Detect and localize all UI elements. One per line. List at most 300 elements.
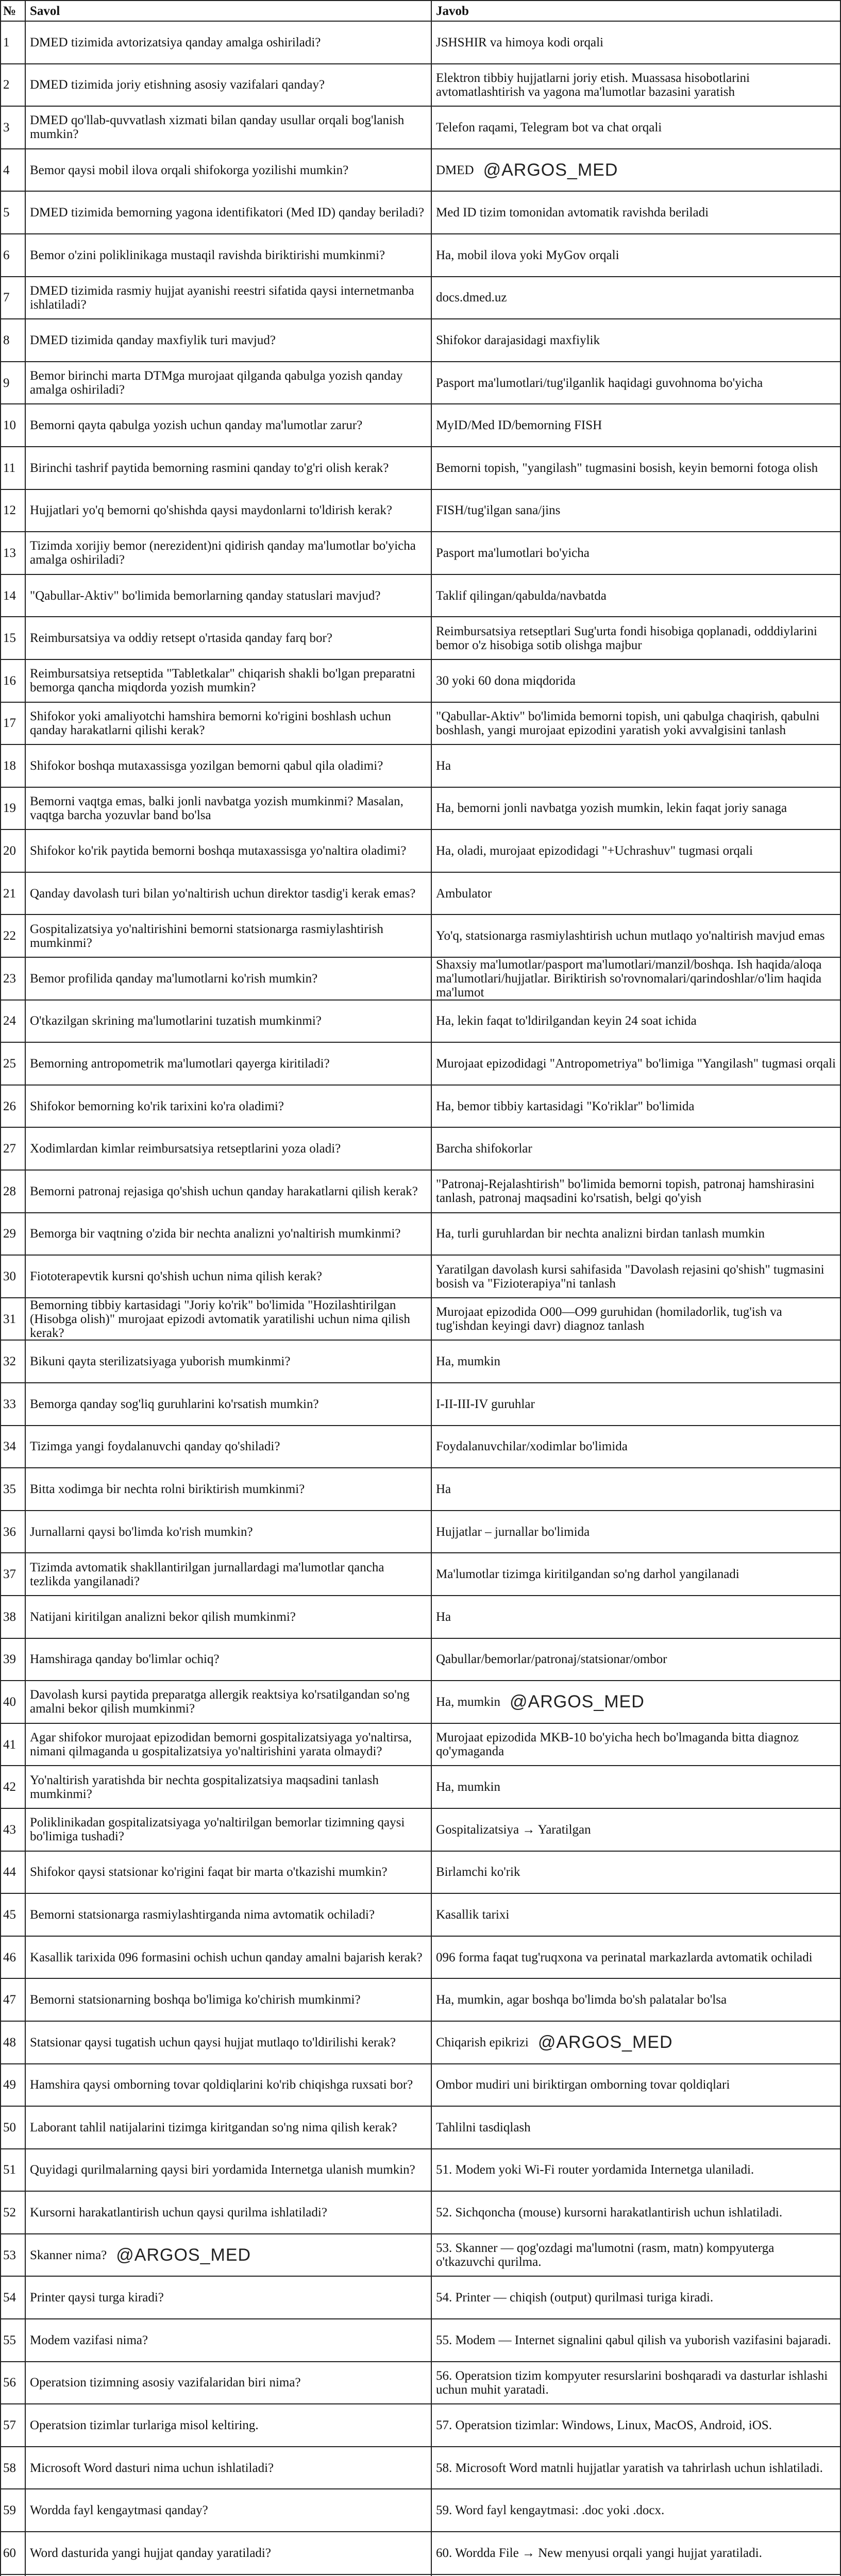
row-number: 43 (1, 1809, 26, 1852)
answer-cell (432, 1852, 841, 1894)
row-number: 30 (1, 1256, 26, 1298)
question-text: Bemor qaysi mobil ilova orqali shifokorga yozilishi mumkin? (30, 163, 349, 177)
answer-cell (432, 2192, 841, 2234)
answer-text: 52. Sichqoncha (mouse) kursorni harakatlantirish uchun ishlatiladi. (436, 2206, 783, 2220)
question-cell (26, 1298, 432, 1341)
answer-text: Ha, turli guruhlardan bir nechta analizni birdan tanlash mumkin (436, 1227, 765, 1241)
answer-text: Murojaat epizodida O00—O99 guruhidan (homiladorlik, tug'ish va tug'ishdan keyingi davr) diagnoz tanlash (436, 1305, 782, 1333)
question-text: Microsoft Word dasturi nima uchun ishlatiladi? (30, 2461, 274, 2475)
table-row (1, 1852, 841, 1894)
answer-text: Shaxsiy ma'lumotlar/pasport ma'lumotlari/manzil/boshqa. Ish haqida/aloqa ma'lumotlari/hujjatlar. Biriktirish so'rovnomalari/qarindoshlar/o'lim haqida ma'lumot (436, 958, 822, 999)
table-row (1, 2149, 841, 2192)
question-text: Bemorni statsionarning boshqa bo'limiga ko'chirish mumkinmi? (30, 1993, 361, 2007)
row-number: 29 (1, 1213, 26, 1256)
row-number: 52 (1, 2192, 26, 2234)
question-cell (26, 1128, 432, 1171)
answer-cell (432, 788, 841, 831)
question-cell (26, 1086, 432, 1128)
row-number: 26 (1, 1086, 26, 1128)
question-text: Qanday davolash turi bilan yo'naltirish uchun direktor tasdig'i kerak emas? (30, 886, 416, 901)
row-number: 40 (1, 1681, 26, 1724)
answer-cell (432, 2362, 841, 2405)
row-number: 28 (1, 1171, 26, 1213)
table-row (1, 1639, 841, 1682)
answer-text: Murojaat epizodida MKB-10 bo'yicha hech bo'lmaganda bitta diagnoz qo'ymaganda (436, 1731, 799, 1759)
row-number: 16 (1, 660, 26, 703)
row-number: 42 (1, 1766, 26, 1809)
answer-cell (432, 1596, 841, 1639)
question-cell (26, 2149, 432, 2192)
answer-cell (432, 703, 841, 745)
answer-cell (432, 915, 841, 958)
answer-text: Yo'q, statsionarga rasmiylashtirish uchun mutlaqo yo'naltirish mavjud emas (436, 929, 825, 943)
answer-text: JSHSHIR va himoya kodi orqali (436, 35, 603, 49)
answer-cell (432, 1639, 841, 1682)
table-row (1, 1213, 841, 1256)
question-text: Hujjatlari yo'q bemorni qo'shishda qaysi maydonlarni to'ldirish kerak? (30, 503, 392, 518)
row-number: 45 (1, 1894, 26, 1937)
question-text: DMED tizimida joriy etishning asosiy vazifalari qanday? (30, 78, 325, 92)
answer-text: Yaratilgan davolash kursi sahifasida "Davolash rejasini qo'shish" tugmasini bosish va "Fizioterapiya"ni tanlash (436, 1262, 825, 1291)
watermark-text: @ARGOS_MED (116, 2245, 251, 2265)
table-row (1, 1937, 841, 1979)
question-text: Kursorni harakatlantirish uchun qaysi qurilma ishlatiladi? (30, 2206, 327, 2220)
answer-cell (432, 745, 841, 788)
answer-text: FISH/tug'ilgan sana/jins (436, 503, 561, 518)
header-question: Savol (26, 1, 432, 22)
question-cell (26, 2234, 432, 2277)
answer-text: Pasport ma'lumotlari bo'yicha (436, 546, 590, 560)
table-row (1, 1043, 841, 1086)
answer-text: 57. Operatsion tizimlar: Windows, Linux, MacOS, Android, iOS. (436, 2418, 772, 2433)
table-row (1, 404, 841, 447)
row-number: 58 (1, 2447, 26, 2490)
answer-cell (432, 319, 841, 362)
question-cell (26, 1894, 432, 1937)
answer-cell (432, 1511, 841, 1554)
table-row (1, 1171, 841, 1213)
answer-cell (432, 192, 841, 234)
table-row (1, 1596, 841, 1639)
answer-text: DMED (436, 163, 474, 177)
answer-text: 30 yoki 60 dona miqdorida (436, 673, 576, 688)
table-row (1, 277, 841, 320)
row-number: 24 (1, 1001, 26, 1043)
question-cell (26, 1341, 432, 1383)
table-row (1, 362, 841, 405)
answer-cell (432, 2234, 841, 2277)
question-text: Bemorni vaqtga emas, balki jonli navbatga yozish mumkinmi? Masalan, vaqtga barcha yozuvlar band bo'lsa (30, 794, 403, 822)
question-text: Reimbursatsiya va oddiy retsept o'rtasida qanday farq bor? (30, 631, 332, 646)
question-cell (26, 149, 432, 192)
answer-cell (432, 234, 841, 277)
question-cell (26, 1852, 432, 1894)
table-row (1, 1511, 841, 1554)
row-number: 31 (1, 1298, 26, 1341)
table-row (1, 2064, 841, 2107)
answer-text: Ombor mudiri uni biriktirgan omborning tovar qoldiqlari (436, 2078, 730, 2092)
row-number: 57 (1, 2404, 26, 2447)
table-row (1, 958, 841, 1001)
answer-cell (432, 1937, 841, 1979)
answer-cell (432, 1086, 841, 1128)
question-cell (26, 362, 432, 405)
question-text: Bemorning tibbiy kartasidagi "Joriy ko'rik" bo'limida "Hozilashtirilgan (Hisobga olish)" murojaat epizodi avtomatik yaratilishi uchun nima qilish kerak? (30, 1298, 410, 1340)
table-row (1, 2022, 841, 2064)
question-text: DMED qo'llab-quvvatlash xizmati bilan qanday usullar orqali bog'lanish mumkin? (30, 113, 405, 142)
row-number: 17 (1, 703, 26, 745)
question-text: Modem vazifasi nima? (30, 2333, 148, 2347)
table-row (1, 830, 841, 873)
answer-text: 096 forma faqat tug'ruqxona va perinatal markazlarda avtomatik ochiladi (436, 1950, 813, 1964)
question-text: Birinchi tashrif paytida bemorning rasmini qanday to'g'ri olish kerak? (30, 461, 389, 475)
question-cell (26, 1256, 432, 1298)
row-number: 55 (1, 2319, 26, 2362)
question-cell (26, 2362, 432, 2405)
row-number: 7 (1, 277, 26, 320)
question-text: Shifokor qaysi statsionar ko'rigini faqat bir marta o'tkazishi mumkin? (30, 1865, 388, 1879)
answer-cell (432, 2404, 841, 2447)
answer-cell (432, 1001, 841, 1043)
row-number: 59 (1, 2489, 26, 2532)
table-row (1, 703, 841, 745)
question-text: Operatsion tizimning asosiy vazifalaridan biri nima? (30, 2376, 301, 2390)
table-row (1, 1128, 841, 1171)
table-row (1, 2192, 841, 2234)
answer-cell (432, 2107, 841, 2149)
table-row (1, 2277, 841, 2319)
answer-cell (432, 490, 841, 533)
answer-cell (432, 107, 841, 149)
answer-text: Gospitalizatsiya → Yaratilgan (436, 1822, 591, 1837)
question-text: DMED tizimida qanday maxfiylik turi mavjud? (30, 333, 276, 347)
question-cell (26, 490, 432, 533)
row-number: 34 (1, 1426, 26, 1469)
table-row (1, 1001, 841, 1043)
answer-text: 51. Modem yoki Wi-Fi router yordamida Internetga ulaniladi. (436, 2163, 754, 2177)
question-cell (26, 958, 432, 1001)
question-cell (26, 1043, 432, 1086)
question-cell (26, 277, 432, 320)
answer-cell (432, 2022, 841, 2064)
table-row (1, 575, 841, 618)
answer-text: Ha, bemor tibbiy kartasidagi "Ko'riklar" bo'limida (436, 1099, 695, 1113)
answer-text: Ha, mumkin (436, 1354, 500, 1369)
table-row (1, 1809, 841, 1852)
table-row (1, 64, 841, 107)
row-number: 60 (1, 2532, 26, 2575)
row-number: 44 (1, 1852, 26, 1894)
row-number: 10 (1, 404, 26, 447)
question-text: "Qabullar-Aktiv" bo'limida bemorlarning qanday statuslari mavjud? (30, 588, 381, 603)
answer-text: Hujjatlar – jurnallar bo'limida (436, 1524, 590, 1539)
answer-cell (432, 873, 841, 916)
answer-cell (432, 617, 841, 660)
answer-cell (432, 575, 841, 618)
watermark-text: @ARGOS_MED (483, 160, 618, 180)
row-number: 39 (1, 1639, 26, 1682)
answer-text: Ha, mumkin (436, 1694, 500, 1709)
answer-cell (432, 1128, 841, 1171)
watermark-text: @ARGOS_MED (537, 2032, 673, 2052)
row-number: 8 (1, 319, 26, 362)
question-cell (26, 2489, 432, 2532)
answer-text: Ha, mumkin (436, 1780, 500, 1794)
table-row (1, 617, 841, 660)
answer-cell (432, 830, 841, 873)
answer-text: Qabullar/bemorlar/patronaj/statsionar/ombor (436, 1652, 667, 1667)
answer-text: Ha, oladi, murojaat epizodidagi "+Uchrashuv" tugmasi orqali (436, 844, 753, 858)
row-number: 14 (1, 575, 26, 618)
watermark-text: @ARGOS_MED (510, 1692, 645, 1712)
answer-cell (432, 1894, 841, 1937)
table-row (1, 490, 841, 533)
table-row (1, 1468, 841, 1511)
row-number: 5 (1, 192, 26, 234)
question-text: Statsionar qaysi tugatish uchun qaysi hujjat mutlaqo to'ldirilishi kerak? (30, 2035, 396, 2049)
question-text: Bemor profilida qanday ma'lumotlarni ko'rish mumkin? (30, 971, 318, 986)
question-cell (26, 830, 432, 873)
answer-text: 60. Wordda File → New menyusi orqali yangi hujjat yaratiladi. (436, 2546, 762, 2560)
row-number: 54 (1, 2277, 26, 2319)
row-number: 51 (1, 2149, 26, 2192)
question-text: Kasallik tarixida 096 formasini ochish uchun qanday amalni bajarish kerak? (30, 1950, 423, 1964)
answer-cell (432, 149, 841, 192)
answer-text: Tahlilni tasdiqlash (436, 2120, 531, 2134)
question-text: Tizimda avtomatik shakllantirilgan jurnallardagi ma'lumotlar qancha tezlikda yangilanadi? (30, 1560, 384, 1588)
table-row (1, 1341, 841, 1383)
question-cell (26, 1468, 432, 1511)
question-cell (26, 2319, 432, 2362)
table-row (1, 1553, 841, 1596)
answer-cell (432, 2489, 841, 2532)
answer-text: Ha (436, 1482, 451, 1496)
question-text: Shifokor bemorning ko'rik tarixini ko'ra oladimi? (30, 1099, 284, 1113)
question-cell (26, 1383, 432, 1426)
row-number: 11 (1, 447, 26, 490)
question-cell (26, 1511, 432, 1554)
answer-text: Shifokor darajasidagi maxfiylik (436, 333, 600, 347)
answer-text: Ma'lumotlar tizimga kiritilgandan so'ng darhol yangilanadi (436, 1567, 739, 1582)
answer-text: 53. Skanner — qog'ozdagi ma'lumotni (rasm, matn) kompyuterga o'tkazuvchi qurilma. (436, 2241, 775, 2269)
question-text: Agar shifokor murojaat epizodidan bemorni gospitalizatsiyaga yo'naltirsa, nimani qilmaganda u gospitalizatsiya yo'naltirishini yarata olmaydi? (30, 1731, 412, 1759)
row-number: 33 (1, 1383, 26, 1426)
table-row (1, 1979, 841, 2022)
row-number: 12 (1, 490, 26, 533)
table-row (1, 1256, 841, 1298)
answer-cell (432, 2277, 841, 2319)
table-row (1, 149, 841, 192)
row-number: 23 (1, 958, 26, 1001)
row-number: 32 (1, 1341, 26, 1383)
question-cell (26, 2064, 432, 2107)
question-cell (26, 575, 432, 618)
question-text: DMED tizimida avtorizatsiya qanday amalga oshiriladi? (30, 35, 321, 49)
row-number: 1 (1, 22, 26, 64)
question-cell (26, 1553, 432, 1596)
table-row (1, 873, 841, 916)
answer-cell (432, 2532, 841, 2575)
question-text: Bemorga bir vaqtning o'zida bir nechta analizni yo'naltirish mumkinmi? (30, 1227, 401, 1241)
row-number: 38 (1, 1596, 26, 1639)
question-cell (26, 1001, 432, 1043)
question-cell (26, 192, 432, 234)
answer-cell (432, 277, 841, 320)
question-text: Word dasturida yangi hujjat qanday yaratiladi? (30, 2546, 271, 2560)
question-text: Tizimga yangi foydalanuvchi qanday qo'shiladi? (30, 1439, 280, 1454)
answer-cell (432, 1979, 841, 2022)
question-cell (26, 1171, 432, 1213)
question-text: Bitta xodimga bir nechta rolni biriktirish mumkinmi? (30, 1482, 305, 1496)
answer-cell (432, 1043, 841, 1086)
question-text: Wordda fayl kengaytmasi qanday? (30, 2503, 208, 2518)
question-text: DMED tizimida rasmiy hujjat ayanishi reestri sifatida qaysi internetmanba ishlatiladi? (30, 283, 414, 312)
answer-text: Reimbursatsiya retseptlari Sug'urta fondi hisobiga qoplanadi, odddiylarini bemor o'z hisobiga sotib olishga majbur (436, 624, 817, 652)
answer-cell (432, 64, 841, 107)
question-text: Poliklinikadan gospitalizatsiyaga yo'naltirilgan bemorlar tizimning qaysi bo'limiga tushadi? (30, 1816, 405, 1844)
row-number: 3 (1, 107, 26, 149)
answer-text: 54. Printer — chiqish (output) qurilmasi turiga kiradi. (436, 2291, 714, 2305)
question-cell (26, 2277, 432, 2319)
table-row (1, 2404, 841, 2447)
question-text: Reimbursatsiya retseptida "Tabletkalar" chiqarish shakli bo'lgan preparatni bemorga qancha miqdorda yozish mumkin? (30, 667, 415, 695)
row-number: 13 (1, 532, 26, 575)
row-number: 6 (1, 234, 26, 277)
answer-cell (432, 2319, 841, 2362)
table-row (1, 319, 841, 362)
table-row (1, 447, 841, 490)
question-cell (26, 617, 432, 660)
answer-text: Ha, bemorni jonli navbatga yozish mumkin, lekin faqat joriy sanaga (436, 801, 787, 816)
answer-cell (432, 1298, 841, 1341)
table-row (1, 1298, 841, 1341)
answer-cell (432, 1213, 841, 1256)
answer-cell (432, 2064, 841, 2107)
row-number: 47 (1, 1979, 26, 2022)
answer-text: Ha, lekin faqat to'ldirilgandan keyin 24 soat ichida (436, 1014, 697, 1028)
question-cell (26, 2447, 432, 2490)
question-cell (26, 1213, 432, 1256)
question-text: Quyidagi qurilmalarning qaysi biri yordamida Internetga ulanish mumkin? (30, 2163, 415, 2177)
question-text: Natijani kiritilgan analizni bekor qilish mumkinmi? (30, 1609, 296, 1624)
answer-cell (432, 404, 841, 447)
question-text: Shifokor boshqa mutaxassisga yozilgan bemorni qabul qila oladimi? (30, 758, 383, 773)
table-row (1, 22, 841, 64)
answer-text: Ha, mobil ilova yoki MyGov orqali (436, 248, 619, 262)
answer-text: Ha (436, 1609, 451, 1624)
question-cell (26, 2107, 432, 2149)
answer-cell (432, 1724, 841, 1767)
answer-text: Ha (436, 758, 451, 773)
answer-cell (432, 1341, 841, 1383)
answer-text: Birlamchi ko'rik (436, 1865, 520, 1879)
answer-text: Telefon raqami, Telegram bot va chat orqali (436, 120, 662, 134)
row-number: 9 (1, 362, 26, 405)
question-text: DMED tizimida bemorning yagona identifikatori (Med ID) qanday beriladi? (30, 206, 425, 220)
question-cell (26, 745, 432, 788)
question-text: Bemorga qanday sog'liq guruhlarini ko'rsatish mumkin? (30, 1397, 319, 1411)
table-row (1, 2319, 841, 2362)
answer-text: docs.dmed.uz (436, 291, 507, 305)
table-row (1, 1383, 841, 1426)
row-number: 49 (1, 2064, 26, 2107)
question-cell (26, 532, 432, 575)
table-row (1, 915, 841, 958)
table-row (1, 1766, 841, 1809)
answer-cell (432, 1809, 841, 1852)
table-row (1, 788, 841, 831)
question-cell (26, 1681, 432, 1724)
question-text: Tizimda xorijiy bemor (nerezident)ni qidirish qanday ma'lumotlar bo'yicha amalga oshiriladi? (30, 539, 416, 567)
answer-cell (432, 2149, 841, 2192)
question-text: Laborant tahlil natijalarini tizimga kiritgandan so'ng nima qilish kerak? (30, 2120, 397, 2134)
answer-text: Ha, mumkin, agar boshqa bo'limda bo'sh palatalar bo'lsa (436, 1993, 727, 2007)
question-text: Hamshiraga qanday bo'limlar ochiq? (30, 1652, 220, 1667)
row-number: 2 (1, 64, 26, 107)
answer-cell (432, 2447, 841, 2490)
question-text: Bemorni statsionarga rasmiylashtirganda nima avtomatik ochiladi? (30, 1907, 375, 1922)
row-number: 36 (1, 1511, 26, 1554)
question-cell (26, 1596, 432, 1639)
answer-text: Barcha shifokorlar (436, 1142, 532, 1156)
answer-cell (432, 1171, 841, 1213)
table-row (1, 2234, 841, 2277)
table-row (1, 2532, 841, 2575)
question-cell (26, 1639, 432, 1682)
table-row (1, 745, 841, 788)
row-number: 27 (1, 1128, 26, 1171)
answer-cell (432, 532, 841, 575)
question-text: Jurnallarni qaysi bo'limda ko'rish mumkin? (30, 1524, 253, 1539)
question-cell (26, 788, 432, 831)
answer-cell (432, 1426, 841, 1469)
header-number: № (1, 1, 26, 22)
row-number: 41 (1, 1724, 26, 1767)
question-cell (26, 2022, 432, 2064)
question-cell (26, 1426, 432, 1469)
row-number: 37 (1, 1553, 26, 1596)
table-row (1, 532, 841, 575)
question-text: O'tkazilgan skrining ma'lumotlarini tuzatish mumkinmi? (30, 1014, 322, 1028)
question-cell (26, 22, 432, 64)
row-number: 56 (1, 2362, 26, 2405)
answer-cell (432, 447, 841, 490)
answer-text: Med ID tizim tomonidan avtomatik ravishda beriladi (436, 206, 709, 220)
answer-cell (432, 362, 841, 405)
answer-text: Bemorni topish, "yangilash" tugmasini bosish, keyin bemorni fotoga olish (436, 461, 818, 475)
answer-text: Chiqarish epikrizi (436, 2035, 529, 2049)
answer-text: Murojaat epizodidagi "Antropometriya" bo'limiga "Yangilash" tugmasi orqali (436, 1057, 836, 1071)
question-cell (26, 915, 432, 958)
answer-cell (432, 1553, 841, 1596)
question-text: Bemorning antropometrik ma'lumotlari qayerga kiritiladi? (30, 1057, 330, 1071)
question-text: Yo'naltirish yaratishda bir nechta gospitalizatsiya maqsadini tanlash mumkinmi? (30, 1773, 379, 1801)
answer-text: Pasport ma'lumotlari/tug'ilganlik haqidagi guvohnoma bo'yicha (436, 376, 763, 390)
question-cell (26, 1766, 432, 1809)
question-cell (26, 1937, 432, 1979)
row-number: 15 (1, 617, 26, 660)
question-cell (26, 1724, 432, 1767)
question-cell (26, 873, 432, 916)
answer-text: 55. Modem — Internet signalini qabul qilish va yuborish vazifasini bajaradi. (436, 2333, 831, 2347)
question-cell (26, 319, 432, 362)
row-number: 4 (1, 149, 26, 192)
question-text: Xodimlardan kimlar reimbursatsiya retseptlarini yoza oladi? (30, 1142, 341, 1156)
question-cell (26, 1809, 432, 1852)
table-row (1, 1681, 841, 1724)
question-cell (26, 447, 432, 490)
table-row (1, 107, 841, 149)
